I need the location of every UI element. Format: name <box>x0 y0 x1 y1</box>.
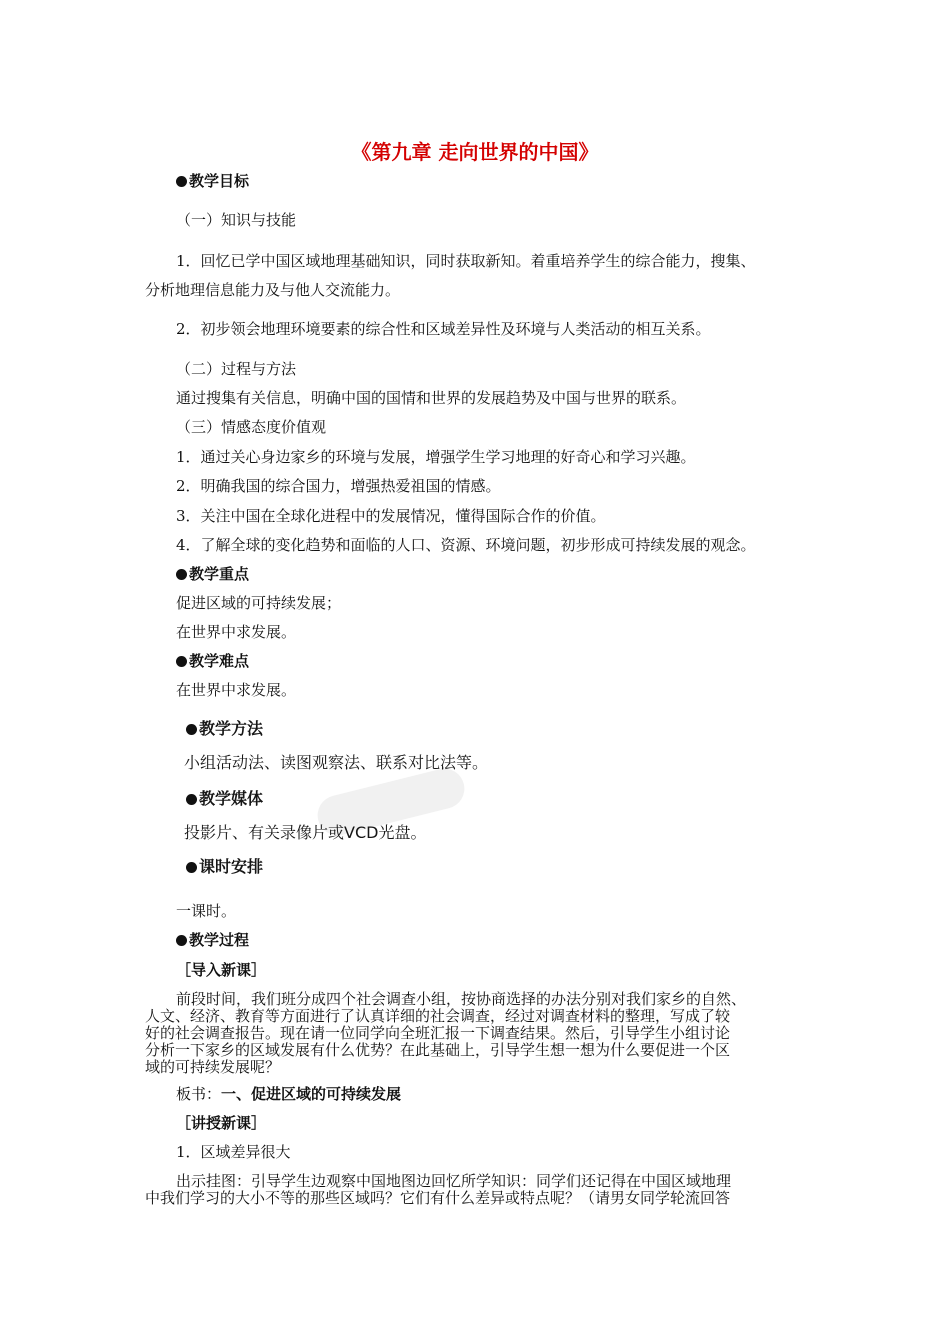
intro-line-5: 域的可持续发展呢？ <box>145 1058 281 1076</box>
methods-heading-text: 教学方法 <box>199 719 264 738</box>
objectives-heading-text: 教学目标 <box>189 172 250 190</box>
objectives-heading <box>176 172 249 190</box>
schedule-heading-text: 课时安排 <box>199 857 264 876</box>
bullet-icon <box>186 724 197 735</box>
schedule-text: 一课时。 <box>176 902 237 920</box>
key-points-heading <box>176 565 249 583</box>
lecture-heading: ［讲授新课］ <box>176 1114 267 1132</box>
emotion-item-1: 1．通过关心身边家乡的环境与发展，增强学生学习地理的好奇心和学习兴趣。 <box>176 448 696 466</box>
media-text: 投影片、有关录像片或VCD光盘。 <box>184 823 427 842</box>
emotion-item-3: 3．关注中国在全球化进程中的发展情况，懂得国际合作的价值。 <box>176 507 606 525</box>
difficulty-1: 在世界中求发展。 <box>176 681 297 699</box>
lecture-item-1: 1．区域差异很大 <box>176 1143 291 1161</box>
intro-heading: ［导入新课］ <box>176 961 267 979</box>
emotion-item-2: 2．明确我国的综合国力，增强热爱祖国的情感。 <box>176 477 501 495</box>
emotion-item-4: 4．了解全球的变化趋势和面临的人口、资源、环境问题，初步形成可持续发展的观念。 <box>176 536 756 554</box>
intro-line-1: 前段时间，我们班分成四个社会调查小组，按协商选择的办法分别对我们家乡的自然、 <box>176 990 747 1008</box>
methods-heading <box>186 720 263 738</box>
intro-line-3: 好的社会调查报告。现在请一位同学向全班汇报一下调查结果。然后，引导学生小组讨论 <box>145 1024 731 1042</box>
intro-line-4: 分析一下家乡的区域发展有什么优势？在此基础上，引导学生想一想为什么要促进一个区 <box>145 1041 731 1059</box>
bullet-icon <box>176 656 187 667</box>
page-title: 《第九章 走向世界的中国》 <box>351 140 599 164</box>
bullet-icon <box>186 794 197 805</box>
methods-text: 小组活动法、读图观察法、联系对比法等。 <box>184 753 489 772</box>
process-method-text: 通过搜集有关信息，明确中国的国情和世界的发展趋势及中国与世界的联系。 <box>176 389 687 407</box>
knowledge-item-1-line2: 分析地理信息能力及与他人交流能力。 <box>145 281 401 299</box>
bullet-icon <box>176 176 187 187</box>
process-heading-text: 教学过程 <box>189 931 250 949</box>
process-method-heading: （二）过程与方法 <box>176 360 297 378</box>
lecture-line-2: 中我们学习的大小不等的那些区域吗？它们有什么差异或特点呢？（请男女同学轮流回答 <box>145 1189 731 1207</box>
intro-line-2: 人文、经济、教育等方面进行了认真详细的社会调查，经过对调查材料的整理，写成了较 <box>145 1007 731 1025</box>
lecture-line-1: 出示挂图：引导学生边观察中国地图边回忆所学知识：同学们还记得在中国区域地理 <box>176 1172 732 1190</box>
schedule-heading <box>186 858 263 876</box>
board-note <box>176 1085 401 1103</box>
knowledge-heading: （一）知识与技能 <box>176 211 297 229</box>
media-heading-text: 教学媒体 <box>199 789 264 808</box>
difficulties-heading <box>176 652 249 670</box>
difficulties-heading-text: 教学难点 <box>189 652 250 670</box>
bullet-icon <box>176 935 187 946</box>
board-prefix: 板书： <box>176 1085 222 1103</box>
knowledge-item-1-line1: 1．回忆已学中国区域地理基础知识，同时获取新知。着重培养学生的综合能力，搜集、 <box>176 252 756 270</box>
board-text: 一、促进区域的可持续发展 <box>221 1085 402 1103</box>
knowledge-item-2: 2．初步领会地理环境要素的综合性和区域差异性及环境与人类活动的相互关系。 <box>176 320 711 338</box>
key-points-heading-text: 教学重点 <box>189 565 250 583</box>
media-heading <box>186 790 263 808</box>
bullet-icon <box>176 569 187 580</box>
key-point-2: 在世界中求发展。 <box>176 623 297 641</box>
key-point-1: 促进区域的可持续发展； <box>176 594 342 612</box>
process-heading <box>176 931 249 949</box>
bullet-icon <box>186 862 197 873</box>
embedded-image <box>176 712 526 890</box>
emotion-heading: （三）情感态度价值观 <box>176 418 327 436</box>
